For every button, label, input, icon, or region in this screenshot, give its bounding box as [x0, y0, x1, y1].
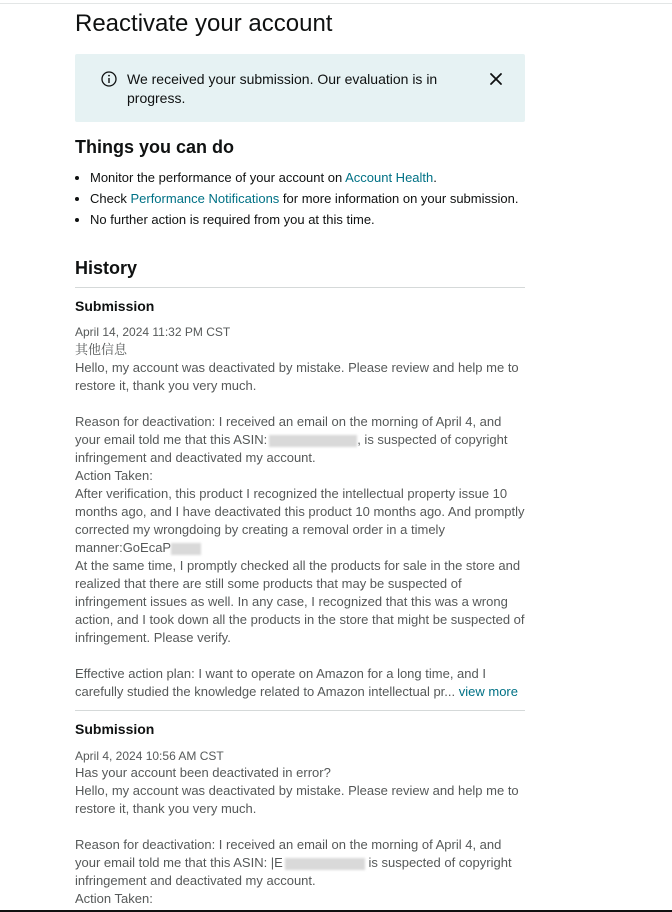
alert-message: We received your submission. Our evaluation is in progress. — [127, 71, 438, 106]
view-more-link[interactable]: view more — [458, 684, 518, 699]
status-alert — [75, 54, 525, 122]
submission-divider — [75, 710, 525, 711]
history-heading: History — [75, 258, 138, 278]
things-heading: Things you can do — [75, 137, 235, 157]
redacted-asin — [269, 435, 357, 447]
performance-notifications-link[interactable]: Performance Notifications — [130, 191, 280, 206]
submission-title: Submission — [75, 721, 155, 737]
info-circle-icon — [101, 71, 117, 87]
account-health-link[interactable]: Account Health — [345, 170, 434, 185]
page-title: Reactivate your account — [75, 10, 333, 37]
list-item: • Monitor the performance of your account on Account Health. — [90, 167, 518, 188]
submission-body: 其他信息 Hello, my account was deactivated by mistake. Please review and help me to restore it, thank you very much. Reason for deactivation: I received an email on the morning of April 4, and your email told me that this ASIN: , is suspected of copyright infringement and deactivated my account. Action Taken: After verification, this product I recognized the intellectual property issue 10 months ago, and I have deactivated this product 10 months ago. And promptly corrected my wrongdoing by creating a removal order in a timely manner:GoEcaP At the same time, I promptly checked all the products for sale in the store and realized that there are still some products that may be suspected of infringement issues as well. In any case, I recognized that this was a wrong action, and I took down all the products in the store that might be suspected of infringement. Please verify. Effective action plan: I want to operate on Amazon for a long time, and I carefully studied the knowledge related to Amazon intellectual pr... view more — [75, 342, 525, 699]
list-item: • No further action is required from you at this time. — [90, 209, 518, 230]
things-list — [75, 167, 518, 230]
submission-body: Has your account been deactivated in error? Hello, my account was deactivated by mistake. Please review and help me to restore it, thank you very much. Reason for deactivation: I received an email on the morning of April 4, and your email told me that this ASIN: |E is suspected of copyright infringement and deactivated my account. Action Taken: — [75, 765, 519, 906]
list-item: • Check Performance Notifications for more information on your submission. — [90, 188, 518, 209]
submission-date: April 4, 2024 10:56 AM CST — [75, 749, 224, 763]
submission-title: Submission — [75, 298, 155, 314]
redacted-order-id — [171, 543, 201, 555]
top-divider — [0, 3, 672, 4]
redacted-asin — [285, 858, 365, 870]
close-icon[interactable] — [489, 72, 503, 86]
submission-date: April 14, 2024 11:32 PM CST — [75, 325, 231, 339]
history-divider — [75, 287, 525, 288]
